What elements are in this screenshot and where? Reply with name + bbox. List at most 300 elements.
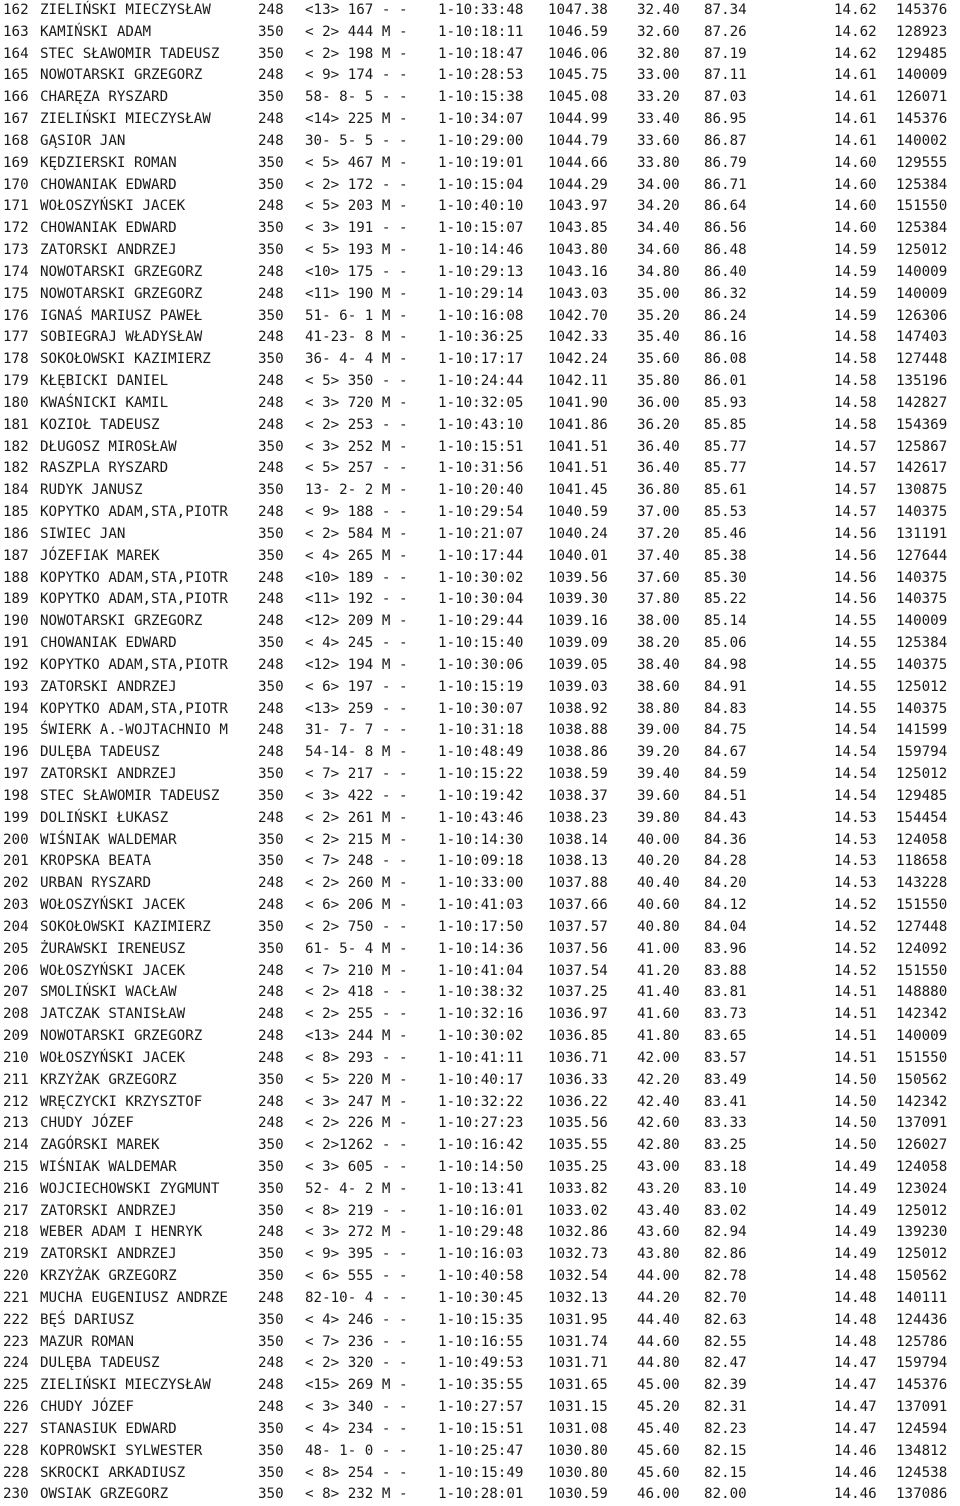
fancier-name: OWSIAK GRZEGORZ bbox=[40, 1486, 169, 1503]
position-number: 227 bbox=[3, 1420, 29, 1437]
points: 87.19 bbox=[704, 45, 747, 62]
table-row bbox=[0, 44, 960, 66]
arrival-time: 1-10:17:17 bbox=[438, 351, 524, 368]
fancier-id: 127448 bbox=[896, 918, 948, 935]
points: 84.91 bbox=[704, 678, 747, 695]
fancier-name: DULĘBA TADEUSZ bbox=[40, 744, 160, 761]
distance-value: 14.52 bbox=[834, 897, 877, 914]
bird-stats: < 7> 236 - - bbox=[305, 1333, 408, 1350]
points: 83.73 bbox=[704, 1006, 747, 1023]
distance-value: 14.47 bbox=[834, 1377, 877, 1394]
table-row bbox=[0, 1419, 960, 1441]
coefficient: 32.80 bbox=[637, 45, 680, 62]
table-row bbox=[0, 327, 960, 349]
fancier-name: ZATORSKI ANDRZEJ bbox=[40, 678, 177, 695]
class-code: 248 bbox=[258, 1093, 284, 1110]
table-row bbox=[0, 1179, 960, 1201]
arrival-time: 1-10:33:48 bbox=[438, 2, 524, 18]
table-row bbox=[0, 240, 960, 262]
table-row bbox=[0, 1375, 960, 1397]
arrival-time: 1-10:40:58 bbox=[438, 1268, 524, 1285]
points: 86.56 bbox=[704, 220, 747, 237]
distance-value: 14.55 bbox=[834, 678, 877, 695]
bird-stats: < 5> 203 M - bbox=[305, 198, 408, 215]
arrival-time: 1-10:29:54 bbox=[438, 504, 524, 521]
points: 82.78 bbox=[704, 1268, 747, 1285]
arrival-time: 1-10:15:51 bbox=[438, 438, 524, 455]
fancier-id: 140375 bbox=[896, 656, 948, 673]
position-number: 225 bbox=[3, 1377, 29, 1394]
position-number: 218 bbox=[3, 1224, 29, 1241]
class-code: 248 bbox=[258, 504, 284, 521]
points: 85.22 bbox=[704, 591, 747, 608]
position-number: 214 bbox=[3, 1137, 29, 1154]
points: 83.88 bbox=[704, 962, 747, 979]
coefficient: 43.40 bbox=[637, 1202, 680, 1219]
fancier-name: KOPYTKO ADAM,STA,PIOTR bbox=[40, 591, 228, 608]
fancier-name: DULĘBA TADEUSZ bbox=[40, 1355, 160, 1372]
position-number: 189 bbox=[3, 591, 29, 608]
arrival-time: 1-10:41:03 bbox=[438, 897, 524, 914]
arrival-time: 1-10:15:51 bbox=[438, 1420, 524, 1437]
points: 85.38 bbox=[704, 547, 747, 564]
table-row bbox=[0, 633, 960, 655]
distance-value: 14.47 bbox=[834, 1399, 877, 1416]
arrival-time: 1-10:41:04 bbox=[438, 962, 524, 979]
position-number: 210 bbox=[3, 1049, 29, 1066]
distance-value: 14.49 bbox=[834, 1202, 877, 1219]
coefficient: 46.00 bbox=[637, 1486, 680, 1503]
class-code: 350 bbox=[258, 438, 284, 455]
class-code: 248 bbox=[258, 962, 284, 979]
coefficient: 39.60 bbox=[637, 787, 680, 804]
table-row bbox=[0, 524, 960, 546]
fancier-id: 125384 bbox=[896, 220, 948, 237]
table-row bbox=[0, 655, 960, 677]
speed-value: 1031.15 bbox=[548, 1399, 608, 1416]
table-row bbox=[0, 1310, 960, 1332]
fancier-name: KĘDZIERSKI ROMAN bbox=[40, 154, 177, 171]
coefficient: 41.20 bbox=[637, 962, 680, 979]
class-code: 350 bbox=[258, 940, 284, 957]
position-number: 180 bbox=[3, 394, 29, 411]
class-code: 248 bbox=[258, 67, 284, 84]
speed-value: 1042.70 bbox=[548, 307, 608, 324]
bird-stats: 58- 8- 5 - - bbox=[305, 89, 408, 106]
position-number: 199 bbox=[3, 809, 29, 826]
speed-value: 1040.24 bbox=[548, 525, 608, 542]
coefficient: 44.00 bbox=[637, 1268, 680, 1285]
class-code: 248 bbox=[258, 2, 284, 18]
arrival-time: 1-10:15:04 bbox=[438, 176, 524, 193]
coefficient: 34.80 bbox=[637, 263, 680, 280]
arrival-time: 1-10:43:46 bbox=[438, 809, 524, 826]
points: 82.39 bbox=[704, 1377, 747, 1394]
bird-stats: < 8> 254 - - bbox=[305, 1464, 408, 1481]
distance-value: 14.57 bbox=[834, 482, 877, 499]
bird-stats: < 5> 257 - - bbox=[305, 460, 408, 477]
arrival-time: 1-10:15:38 bbox=[438, 89, 524, 106]
class-code: 248 bbox=[258, 460, 284, 477]
distance-value: 14.54 bbox=[834, 744, 877, 761]
fancier-name: NOWOTARSKI GRZEGORZ bbox=[40, 263, 203, 280]
class-code: 248 bbox=[258, 394, 284, 411]
arrival-time: 1-10:49:53 bbox=[438, 1355, 524, 1372]
speed-value: 1035.56 bbox=[548, 1115, 608, 1132]
points: 85.77 bbox=[704, 460, 747, 477]
bird-stats: < 4> 234 - - bbox=[305, 1420, 408, 1437]
speed-value: 1036.97 bbox=[548, 1006, 608, 1023]
distance-value: 14.58 bbox=[834, 351, 877, 368]
coefficient: 36.00 bbox=[637, 394, 680, 411]
fancier-name: URBAN RYSZARD bbox=[40, 875, 152, 892]
distance-value: 14.59 bbox=[834, 263, 877, 280]
coefficient: 35.80 bbox=[637, 373, 680, 390]
speed-value: 1032.86 bbox=[548, 1224, 608, 1241]
class-code: 248 bbox=[258, 875, 284, 892]
arrival-time: 1-10:43:10 bbox=[438, 416, 524, 433]
arrival-time: 1-10:09:18 bbox=[438, 853, 524, 870]
bird-stats: 41-23- 8 M - bbox=[305, 329, 408, 346]
fancier-id: 140009 bbox=[896, 263, 948, 280]
speed-value: 1038.88 bbox=[548, 722, 608, 739]
coefficient: 44.60 bbox=[637, 1333, 680, 1350]
arrival-time: 1-10:30:02 bbox=[438, 1028, 524, 1044]
speed-value: 1038.14 bbox=[548, 831, 608, 848]
points: 83.81 bbox=[704, 984, 747, 1001]
coefficient: 38.60 bbox=[637, 678, 680, 695]
fancier-name: CHUDY JÓZEF bbox=[40, 1399, 134, 1416]
points: 83.65 bbox=[704, 1028, 747, 1044]
distance-value: 14.51 bbox=[834, 984, 877, 1001]
position-number: 219 bbox=[3, 1246, 29, 1263]
table-row bbox=[0, 982, 960, 1004]
speed-value: 1031.08 bbox=[548, 1420, 608, 1437]
table-row bbox=[0, 1353, 960, 1375]
fancier-id: 125012 bbox=[896, 1246, 948, 1263]
points: 82.31 bbox=[704, 1399, 747, 1416]
table-row bbox=[0, 1135, 960, 1157]
class-code: 350 bbox=[258, 1158, 284, 1175]
coefficient: 32.60 bbox=[637, 23, 680, 40]
distance-value: 14.60 bbox=[834, 154, 877, 171]
class-code: 248 bbox=[258, 700, 284, 717]
table-row bbox=[0, 262, 960, 284]
fancier-id: 140009 bbox=[896, 1028, 948, 1044]
bird-stats: < 2> 750 - - bbox=[305, 918, 408, 935]
distance-value: 14.60 bbox=[834, 198, 877, 215]
arrival-time: 1-10:15:40 bbox=[438, 635, 524, 652]
speed-value: 1044.66 bbox=[548, 154, 608, 171]
fancier-name: KRZYŻAK GRZEGORZ bbox=[40, 1071, 177, 1088]
arrival-time: 1-10:27:57 bbox=[438, 1399, 524, 1416]
class-code: 248 bbox=[258, 809, 284, 826]
distance-value: 14.53 bbox=[834, 875, 877, 892]
coefficient: 41.40 bbox=[637, 984, 680, 1001]
points: 86.32 bbox=[704, 285, 747, 302]
distance-value: 14.49 bbox=[834, 1180, 877, 1197]
table-row bbox=[0, 1463, 960, 1485]
class-code: 350 bbox=[258, 1071, 284, 1088]
table-row bbox=[0, 1332, 960, 1354]
class-code: 350 bbox=[258, 89, 284, 106]
coefficient: 40.40 bbox=[637, 875, 680, 892]
speed-value: 1042.11 bbox=[548, 373, 608, 390]
fancier-id: 140111 bbox=[896, 1289, 948, 1306]
distance-value: 14.59 bbox=[834, 285, 877, 302]
bird-stats: 48- 1- 0 - - bbox=[305, 1442, 408, 1459]
arrival-time: 1-10:28:01 bbox=[438, 1486, 524, 1503]
table-row bbox=[0, 502, 960, 524]
bird-stats: < 3> 252 M - bbox=[305, 438, 408, 455]
class-code: 248 bbox=[258, 613, 284, 630]
fancier-name: NOWOTARSKI GRZEGORZ bbox=[40, 285, 203, 302]
coefficient: 40.20 bbox=[637, 853, 680, 870]
fancier-id: 124058 bbox=[896, 831, 948, 848]
class-code: 248 bbox=[258, 111, 284, 128]
fancier-name: ZIELIŃSKI MIECZYSŁAW bbox=[40, 111, 211, 128]
points: 86.16 bbox=[704, 329, 747, 346]
distance-value: 14.59 bbox=[834, 307, 877, 324]
class-code: 350 bbox=[258, 1202, 284, 1219]
speed-value: 1044.99 bbox=[548, 111, 608, 128]
points: 85.61 bbox=[704, 482, 747, 499]
points: 86.24 bbox=[704, 307, 747, 324]
distance-value: 14.61 bbox=[834, 67, 877, 84]
points: 84.75 bbox=[704, 722, 747, 739]
coefficient: 34.00 bbox=[637, 176, 680, 193]
coefficient: 37.80 bbox=[637, 591, 680, 608]
distance-value: 14.53 bbox=[834, 809, 877, 826]
fancier-name: KOPYTKO ADAM,STA,PIOTR bbox=[40, 700, 228, 717]
fancier-id: 137091 bbox=[896, 1115, 948, 1132]
position-number: 188 bbox=[3, 569, 29, 586]
arrival-time: 1-10:34:07 bbox=[438, 111, 524, 128]
speed-value: 1040.59 bbox=[548, 504, 608, 521]
fancier-id: 129485 bbox=[896, 787, 948, 804]
fancier-id: 139230 bbox=[896, 1224, 948, 1241]
speed-value: 1041.86 bbox=[548, 416, 608, 433]
points: 85.53 bbox=[704, 504, 747, 521]
speed-value: 1033.82 bbox=[548, 1180, 608, 1197]
fancier-id: 159794 bbox=[896, 744, 948, 761]
fancier-id: 143228 bbox=[896, 875, 948, 892]
arrival-time: 1-10:24:44 bbox=[438, 373, 524, 390]
fancier-name: CHOWANIAK EDWARD bbox=[40, 635, 177, 652]
coefficient: 36.20 bbox=[637, 416, 680, 433]
distance-value: 14.55 bbox=[834, 635, 877, 652]
fancier-name: WOŁOSZYŃSKI JACEK bbox=[40, 198, 186, 215]
fancier-name: IGNAŚ MARIUSZ PAWEŁ bbox=[40, 307, 203, 324]
arrival-time: 1-10:28:53 bbox=[438, 67, 524, 84]
table-row bbox=[0, 1157, 960, 1179]
speed-value: 1031.74 bbox=[548, 1333, 608, 1350]
points: 84.83 bbox=[704, 700, 747, 717]
bird-stats: <11> 192 - - bbox=[305, 591, 408, 608]
table-row bbox=[0, 720, 960, 742]
class-code: 350 bbox=[258, 351, 284, 368]
coefficient: 35.60 bbox=[637, 351, 680, 368]
class-code: 350 bbox=[258, 1268, 284, 1285]
arrival-time: 1-10:30:45 bbox=[438, 1289, 524, 1306]
points: 84.67 bbox=[704, 744, 747, 761]
position-number: 165 bbox=[3, 67, 29, 84]
table-row bbox=[0, 349, 960, 371]
distance-value: 14.62 bbox=[834, 2, 877, 18]
speed-value: 1038.13 bbox=[548, 853, 608, 870]
fancier-name: ZAGÓRSKI MAREK bbox=[40, 1137, 160, 1154]
fancier-id: 124436 bbox=[896, 1311, 948, 1328]
table-row bbox=[0, 786, 960, 808]
fancier-id: 125012 bbox=[896, 1202, 948, 1219]
fancier-id: 151550 bbox=[896, 198, 948, 215]
speed-value: 1036.33 bbox=[548, 1071, 608, 1088]
class-code: 350 bbox=[258, 766, 284, 783]
coefficient: 34.40 bbox=[637, 220, 680, 237]
distance-value: 14.62 bbox=[834, 23, 877, 40]
bird-stats: < 2> 172 - - bbox=[305, 176, 408, 193]
fancier-name: MUCHA EUGENIUSZ ANDRZE bbox=[40, 1289, 228, 1306]
fancier-id: 137091 bbox=[896, 1399, 948, 1416]
class-code: 248 bbox=[258, 1049, 284, 1066]
position-number: 202 bbox=[3, 875, 29, 892]
speed-value: 1039.05 bbox=[548, 656, 608, 673]
arrival-time: 1-10:36:25 bbox=[438, 329, 524, 346]
arrival-time: 1-10:40:17 bbox=[438, 1071, 524, 1088]
bird-stats: < 2>1262 - - bbox=[305, 1137, 408, 1154]
fancier-id: 134812 bbox=[896, 1442, 948, 1459]
speed-value: 1041.90 bbox=[548, 394, 608, 411]
speed-value: 1039.16 bbox=[548, 613, 608, 630]
class-code: 350 bbox=[258, 242, 284, 259]
arrival-time: 1-10:17:44 bbox=[438, 547, 524, 564]
arrival-time: 1-10:18:47 bbox=[438, 45, 524, 62]
distance-value: 14.57 bbox=[834, 438, 877, 455]
bird-stats: < 6> 206 M - bbox=[305, 897, 408, 914]
bird-stats: 51- 6- 1 M - bbox=[305, 307, 408, 324]
speed-value: 1044.29 bbox=[548, 176, 608, 193]
speed-value: 1032.73 bbox=[548, 1246, 608, 1263]
class-code: 248 bbox=[258, 1377, 284, 1394]
class-code: 248 bbox=[258, 263, 284, 280]
fancier-id: 125384 bbox=[896, 176, 948, 193]
arrival-time: 1-10:19:42 bbox=[438, 787, 524, 804]
distance-value: 14.59 bbox=[834, 242, 877, 259]
fancier-name: ZATORSKI ANDRZEJ bbox=[40, 766, 177, 783]
fancier-name: JÓZEFIAK MAREK bbox=[40, 547, 160, 564]
table-row bbox=[0, 131, 960, 153]
position-number: 176 bbox=[3, 307, 29, 324]
position-number: 169 bbox=[3, 154, 29, 171]
points: 86.95 bbox=[704, 111, 747, 128]
class-code: 350 bbox=[258, 635, 284, 652]
fancier-name: ZIELIŃSKI MIECZYSŁAW bbox=[40, 2, 211, 18]
fancier-name: ŚWIERK A.-WOJTACHNIO M bbox=[40, 722, 228, 739]
points: 83.10 bbox=[704, 1180, 747, 1197]
table-row bbox=[0, 175, 960, 197]
class-code: 248 bbox=[258, 569, 284, 586]
fancier-name: WOŁOSZYŃSKI JACEK bbox=[40, 962, 186, 979]
coefficient: 35.20 bbox=[637, 307, 680, 324]
class-code: 248 bbox=[258, 722, 284, 739]
position-number: 185 bbox=[3, 504, 29, 521]
bird-stats: < 8> 219 - - bbox=[305, 1202, 408, 1219]
fancier-id: 141599 bbox=[896, 722, 948, 739]
bird-stats: 13- 2- 2 M - bbox=[305, 482, 408, 499]
points: 82.94 bbox=[704, 1224, 747, 1241]
arrival-time: 1-10:16:01 bbox=[438, 1202, 524, 1219]
points: 82.15 bbox=[704, 1442, 747, 1459]
points: 84.36 bbox=[704, 831, 747, 848]
speed-value: 1038.92 bbox=[548, 700, 608, 717]
speed-value: 1031.71 bbox=[548, 1355, 608, 1372]
coefficient: 37.60 bbox=[637, 569, 680, 586]
coefficient: 39.20 bbox=[637, 744, 680, 761]
arrival-time: 1-10:18:11 bbox=[438, 23, 524, 40]
position-number: 198 bbox=[3, 787, 29, 804]
fancier-name: WOŁOSZYŃSKI JACEK bbox=[40, 897, 186, 914]
points: 82.86 bbox=[704, 1246, 747, 1263]
points: 84.20 bbox=[704, 875, 747, 892]
position-number: 162 bbox=[3, 2, 29, 18]
speed-value: 1032.13 bbox=[548, 1289, 608, 1306]
fancier-id: 127644 bbox=[896, 547, 948, 564]
fancier-id: 131191 bbox=[896, 525, 948, 542]
fancier-id: 150562 bbox=[896, 1071, 948, 1088]
fancier-id: 126306 bbox=[896, 307, 948, 324]
distance-value: 14.53 bbox=[834, 853, 877, 870]
fancier-id: 125012 bbox=[896, 678, 948, 695]
arrival-time: 1-10:25:47 bbox=[438, 1442, 524, 1459]
points: 85.46 bbox=[704, 525, 747, 542]
class-code: 350 bbox=[258, 831, 284, 848]
distance-value: 14.47 bbox=[834, 1355, 877, 1372]
coefficient: 45.40 bbox=[637, 1420, 680, 1437]
speed-value: 1047.38 bbox=[548, 2, 608, 18]
position-number: 168 bbox=[3, 132, 29, 149]
arrival-time: 1-10:15:35 bbox=[438, 1311, 524, 1328]
distance-value: 14.55 bbox=[834, 613, 877, 630]
points: 83.18 bbox=[704, 1158, 747, 1175]
speed-value: 1043.16 bbox=[548, 263, 608, 280]
position-number: 221 bbox=[3, 1289, 29, 1306]
distance-value: 14.49 bbox=[834, 1246, 877, 1263]
coefficient: 38.20 bbox=[637, 635, 680, 652]
table-row bbox=[0, 218, 960, 240]
bird-stats: < 3> 720 M - bbox=[305, 394, 408, 411]
points: 83.96 bbox=[704, 940, 747, 957]
fancier-name: SOKOŁOWSKI KAZIMIERZ bbox=[40, 351, 211, 368]
speed-value: 1041.45 bbox=[548, 482, 608, 499]
speed-value: 1031.65 bbox=[548, 1377, 608, 1394]
arrival-time: 1-10:16:42 bbox=[438, 1137, 524, 1154]
points: 87.26 bbox=[704, 23, 747, 40]
speed-value: 1045.08 bbox=[548, 89, 608, 106]
speed-value: 1042.24 bbox=[548, 351, 608, 368]
class-code: 248 bbox=[258, 1006, 284, 1023]
points: 84.12 bbox=[704, 897, 747, 914]
class-code: 350 bbox=[258, 1333, 284, 1350]
fancier-name: WIŚNIAK WALDEMAR bbox=[40, 831, 177, 848]
points: 87.34 bbox=[704, 2, 747, 18]
bird-stats: < 2> 255 - - bbox=[305, 1006, 408, 1023]
arrival-time: 1-10:32:05 bbox=[438, 394, 524, 411]
arrival-time: 1-10:16:08 bbox=[438, 307, 524, 324]
fancier-id: 130875 bbox=[896, 482, 948, 499]
arrival-time: 1-10:13:41 bbox=[438, 1180, 524, 1197]
coefficient: 45.20 bbox=[637, 1399, 680, 1416]
fancier-name: STEC SŁAWOMIR TADEUSZ bbox=[40, 787, 220, 804]
